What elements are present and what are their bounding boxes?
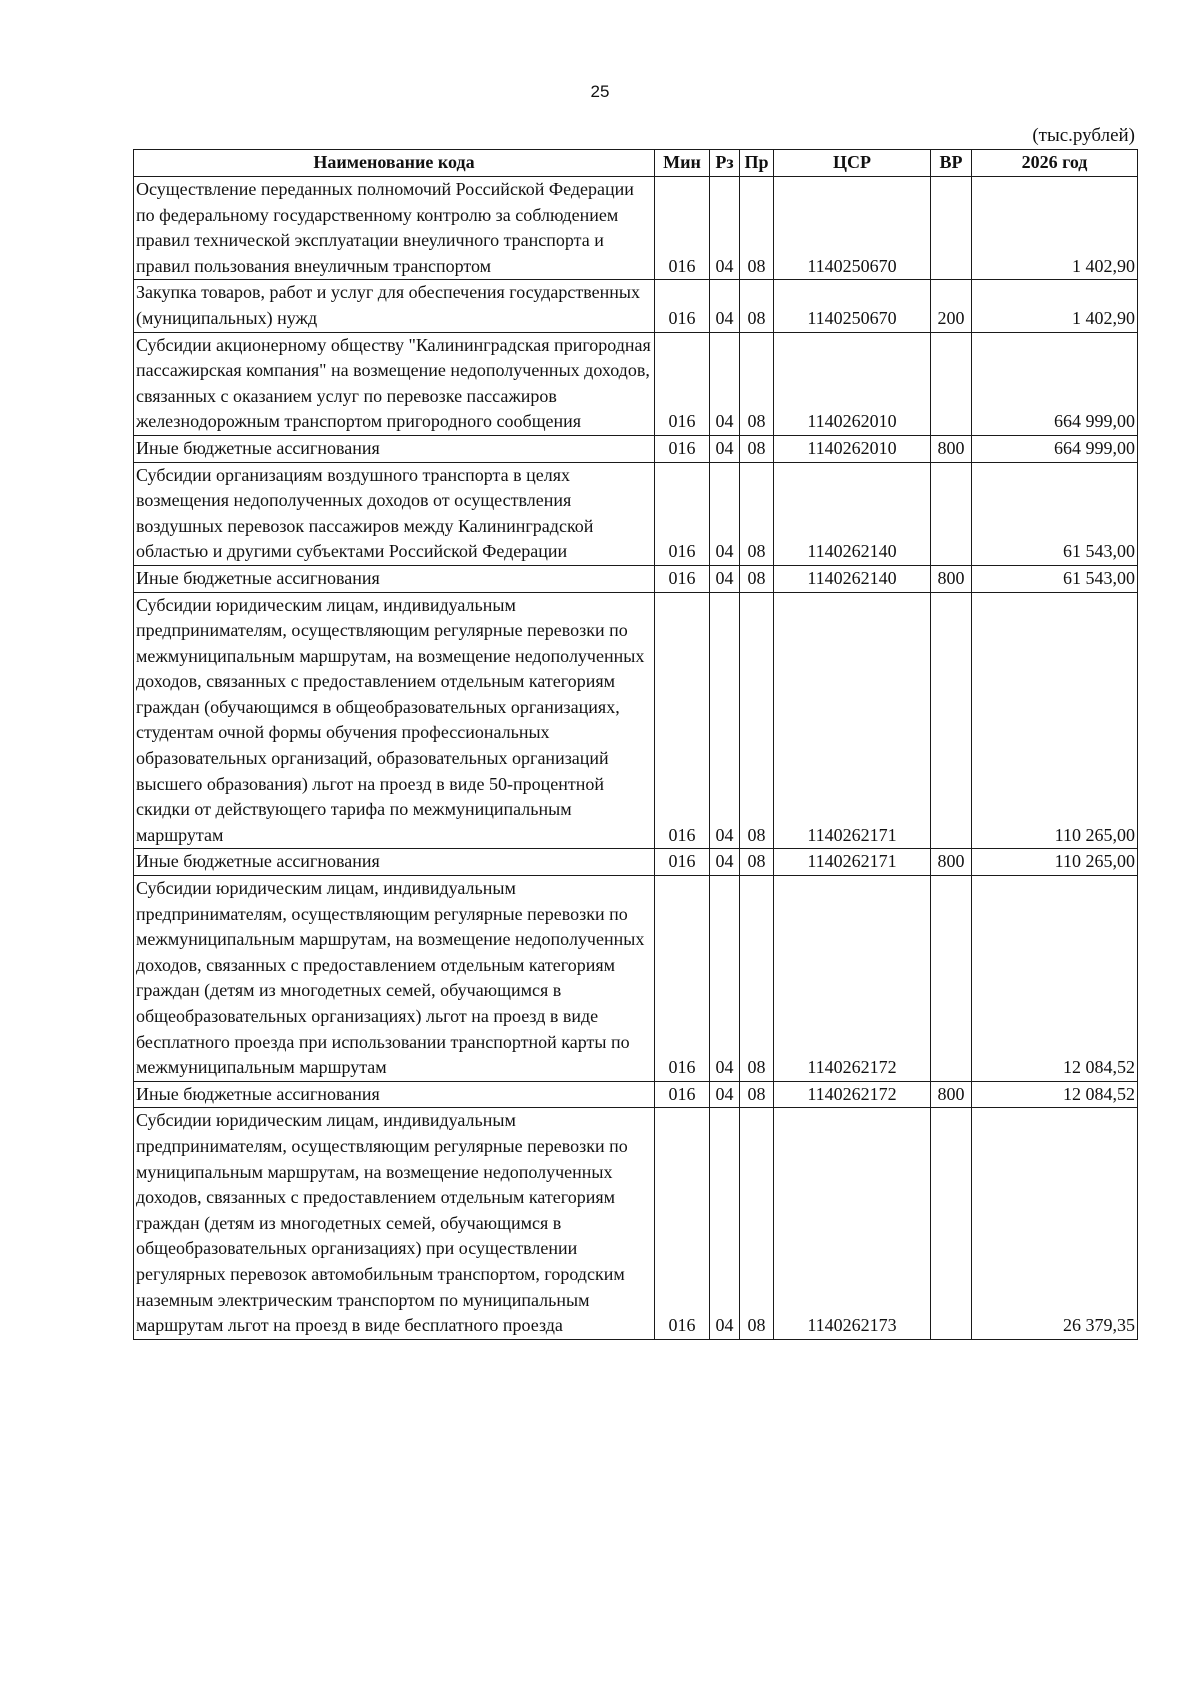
cell-rz: 04 bbox=[710, 280, 740, 332]
cell-rz: 04 bbox=[710, 332, 740, 435]
cell-rz: 04 bbox=[710, 592, 740, 849]
cell-pr: 08 bbox=[740, 565, 774, 592]
cell-vr bbox=[931, 1108, 972, 1339]
cell-rz: 04 bbox=[710, 177, 740, 280]
table-row bbox=[134, 565, 1138, 592]
cell-min: 016 bbox=[655, 565, 710, 592]
cell-vr: 200 bbox=[931, 280, 972, 332]
cell-amount: 61 543,00 bbox=[972, 565, 1138, 592]
cell-name: Субсидии юридическим лицам, индивидуальным предпринимателям, осуществляющим регулярные перевозки по межмуниципальным маршрутам, на возмещение недополученных доходов, связанных с предоставлением отдельным категориям граждан (детям из многодетных семей, обучающимся в общеобразовательных организациях) льгот на проезд в виде бесплатного проезда при использовании транспортной карты по межмуниципальным маршрутам bbox=[134, 876, 655, 1082]
cell-csr: 1140262172 bbox=[774, 1081, 931, 1108]
cell-rz: 04 bbox=[710, 1108, 740, 1339]
header-name: Наименование кода bbox=[134, 150, 655, 177]
cell-csr: 1140262140 bbox=[774, 565, 931, 592]
cell-rz: 04 bbox=[710, 565, 740, 592]
table-row bbox=[134, 332, 1138, 435]
cell-vr bbox=[931, 592, 972, 849]
cell-rz: 04 bbox=[710, 435, 740, 462]
cell-vr: 800 bbox=[931, 435, 972, 462]
cell-rz: 04 bbox=[710, 876, 740, 1082]
cell-rz: 04 bbox=[710, 1081, 740, 1108]
cell-amount: 110 265,00 bbox=[972, 849, 1138, 876]
cell-name: Субсидии акционерному обществу "Калининградская пригородная пассажирская компания" на возмещение недополученных доходов, связанных с оказанием услуг по перевозке пассажиров железнодорожным транспортом пригородного сообщения bbox=[134, 332, 655, 435]
cell-vr: 800 bbox=[931, 849, 972, 876]
table-row bbox=[134, 462, 1138, 565]
cell-vr bbox=[931, 876, 972, 1082]
table-row bbox=[134, 849, 1138, 876]
header-pr: Пр bbox=[740, 150, 774, 177]
cell-name: Закупка товаров, работ и услуг для обеспечения государственных (муниципальных) нужд bbox=[134, 280, 655, 332]
cell-csr: 1140262172 bbox=[774, 876, 931, 1082]
cell-csr: 1140262171 bbox=[774, 849, 931, 876]
units-label: (тыс.рублей) bbox=[1032, 125, 1135, 146]
table-row bbox=[134, 177, 1138, 280]
cell-amount: 664 999,00 bbox=[972, 435, 1138, 462]
cell-min: 016 bbox=[655, 280, 710, 332]
cell-pr: 08 bbox=[740, 435, 774, 462]
cell-vr bbox=[931, 177, 972, 280]
cell-amount: 12 084,52 bbox=[972, 1081, 1138, 1108]
cell-min: 016 bbox=[655, 1108, 710, 1339]
cell-vr bbox=[931, 462, 972, 565]
cell-vr bbox=[931, 332, 972, 435]
cell-pr: 08 bbox=[740, 177, 774, 280]
table-row bbox=[134, 435, 1138, 462]
cell-csr: 1140262171 bbox=[774, 592, 931, 849]
header-csr: ЦСР bbox=[774, 150, 931, 177]
table-header-row bbox=[134, 150, 1138, 177]
cell-amount: 26 379,35 bbox=[972, 1108, 1138, 1339]
table-row bbox=[134, 1081, 1138, 1108]
cell-name: Субсидии юридическим лицам, индивидуальным предпринимателям, осуществляющим регулярные перевозки по межмуниципальным маршрутам, на возмещение недополученных доходов, связанных с предоставлением отдельным категориям граждан (обучающимся в общеобразовательных организациях, студентам очной формы обучения профессиональных образовательных организаций, образовательных организаций высшего образования) льгот на проезд в виде 50-процентной скидки от действующего тарифа по межмуниципальным маршрутам bbox=[134, 592, 655, 849]
cell-pr: 08 bbox=[740, 592, 774, 849]
table-row bbox=[134, 280, 1138, 332]
cell-min: 016 bbox=[655, 435, 710, 462]
cell-name: Иные бюджетные ассигнования bbox=[134, 849, 655, 876]
cell-name: Иные бюджетные ассигнования bbox=[134, 1081, 655, 1108]
cell-amount: 110 265,00 bbox=[972, 592, 1138, 849]
cell-pr: 08 bbox=[740, 462, 774, 565]
cell-amount: 664 999,00 bbox=[972, 332, 1138, 435]
table-row bbox=[134, 1108, 1138, 1339]
cell-amount: 1 402,90 bbox=[972, 177, 1138, 280]
cell-rz: 04 bbox=[710, 849, 740, 876]
header-year: 2026 год bbox=[972, 150, 1138, 177]
cell-csr: 1140262010 bbox=[774, 435, 931, 462]
cell-pr: 08 bbox=[740, 280, 774, 332]
cell-pr: 08 bbox=[740, 332, 774, 435]
cell-min: 016 bbox=[655, 177, 710, 280]
cell-csr: 1140262010 bbox=[774, 332, 931, 435]
cell-min: 016 bbox=[655, 462, 710, 565]
table-row bbox=[134, 876, 1138, 1082]
budget-table bbox=[133, 149, 1138, 1340]
cell-csr: 1140250670 bbox=[774, 177, 931, 280]
cell-min: 016 bbox=[655, 1081, 710, 1108]
cell-pr: 08 bbox=[740, 876, 774, 1082]
cell-name: Субсидии юридическим лицам, индивидуальным предпринимателям, осуществляющим регулярные перевозки по муниципальным маршрутам, на возмещение недополученных доходов, связанных с предоставлением отдельным категориям граждан (детям из многодетных семей, обучающимся в общеобразовательных организациях) при осуществлении регулярных перевозок автомобильным транспортом, городским наземным электрическим транспортом по муниципальным маршрутам льгот на проезд в виде бесплатного проезда bbox=[134, 1108, 655, 1339]
cell-name: Субсидии организациям воздушного транспорта в целях возмещения недополученных доходов от осуществления воздушных перевозок пассажиров между Калининградской областью и другими субъектами Российской Федерации bbox=[134, 462, 655, 565]
cell-name: Осуществление переданных полномочий Российской Федерации по федеральному государственному контролю за соблюдением правил технической эксплуатации внеуличного транспорта и правил пользования внеуличным транспортом bbox=[134, 177, 655, 280]
cell-name: Иные бюджетные ассигнования bbox=[134, 565, 655, 592]
header-min: Мин bbox=[655, 150, 710, 177]
cell-csr: 1140250670 bbox=[774, 280, 931, 332]
page-number: 25 bbox=[590, 82, 610, 101]
header-rz: Рз bbox=[710, 150, 740, 177]
cell-vr: 800 bbox=[931, 1081, 972, 1108]
cell-csr: 1140262140 bbox=[774, 462, 931, 565]
table-row bbox=[134, 592, 1138, 849]
cell-amount: 1 402,90 bbox=[972, 280, 1138, 332]
cell-name: Иные бюджетные ассигнования bbox=[134, 435, 655, 462]
header-vr: ВР bbox=[931, 150, 972, 177]
cell-min: 016 bbox=[655, 592, 710, 849]
cell-amount: 61 543,00 bbox=[972, 462, 1138, 565]
cell-vr: 800 bbox=[931, 565, 972, 592]
cell-pr: 08 bbox=[740, 849, 774, 876]
cell-min: 016 bbox=[655, 332, 710, 435]
cell-pr: 08 bbox=[740, 1108, 774, 1339]
cell-amount: 12 084,52 bbox=[972, 876, 1138, 1082]
cell-min: 016 bbox=[655, 876, 710, 1082]
cell-min: 016 bbox=[655, 849, 710, 876]
cell-pr: 08 bbox=[740, 1081, 774, 1108]
cell-csr: 1140262173 bbox=[774, 1108, 931, 1339]
cell-rz: 04 bbox=[710, 462, 740, 565]
